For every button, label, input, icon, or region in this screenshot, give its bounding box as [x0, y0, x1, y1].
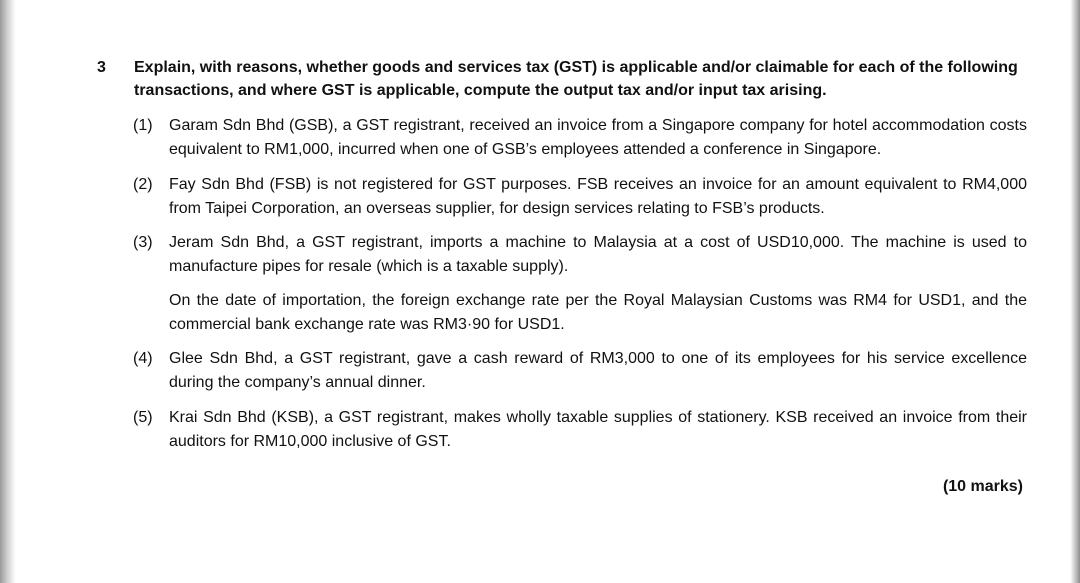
item-4-label: (4) [133, 350, 153, 367]
item-3-continuation: On the date of importation, the foreign exchange rate per the Royal Malaysian Customs was RM4 for USD1, and the commercial bank exchange rate was RM3·90 for USD1. [169, 292, 1027, 333]
item-3-text: Jeram Sdn Bhd, a GST registrant, imports a machine to Malaysia at a cost of USD10,000. The machine is used to manufacture pipes for resale (which is a taxable supply). [169, 234, 1027, 275]
marks-total: (10 marks) [942, 478, 1023, 495]
question-number: 3 [97, 59, 106, 76]
item-3-label: (3) [133, 234, 153, 251]
item-1-text: Garam Sdn Bhd (GSB), a GST registrant, received an invoice from a Singapore company for hotel accommodation costs equivalent to RM1,000, incurred when one of GSB’s employees attended a conference in Singapore. [169, 117, 1027, 158]
item-2-label: (2) [133, 176, 153, 193]
item-2-text: Fay Sdn Bhd (FSB) is not registered for GST purposes. FSB receives an invoice for an amount equivalent to RM4,000 from Taipei Corporation, an overseas supplier, for design services relating to FSB’s products. [169, 176, 1027, 217]
item-4-text: Glee Sdn Bhd, a GST registrant, gave a cash reward of RM3,000 to one of its employees for his service excellence during the company’s annual dinner. [169, 350, 1027, 391]
item-5-label: (5) [133, 409, 153, 426]
page-edge-shadow-right [1070, 0, 1080, 583]
page-edge-shadow-left [0, 0, 16, 583]
question-text: Explain, with reasons, whether goods and services tax (GST) is applicable and/or claimable for each of the following transactions, and where GST is applicable, compute the output tax and/or input tax arising. [134, 59, 1018, 99]
item-1-label: (1) [133, 117, 153, 134]
item-5-text: Krai Sdn Bhd (KSB), a GST registrant, makes wholly taxable supplies of stationery. KSB received an invoice from their auditors for RM10,000 inclusive of GST. [169, 409, 1027, 450]
